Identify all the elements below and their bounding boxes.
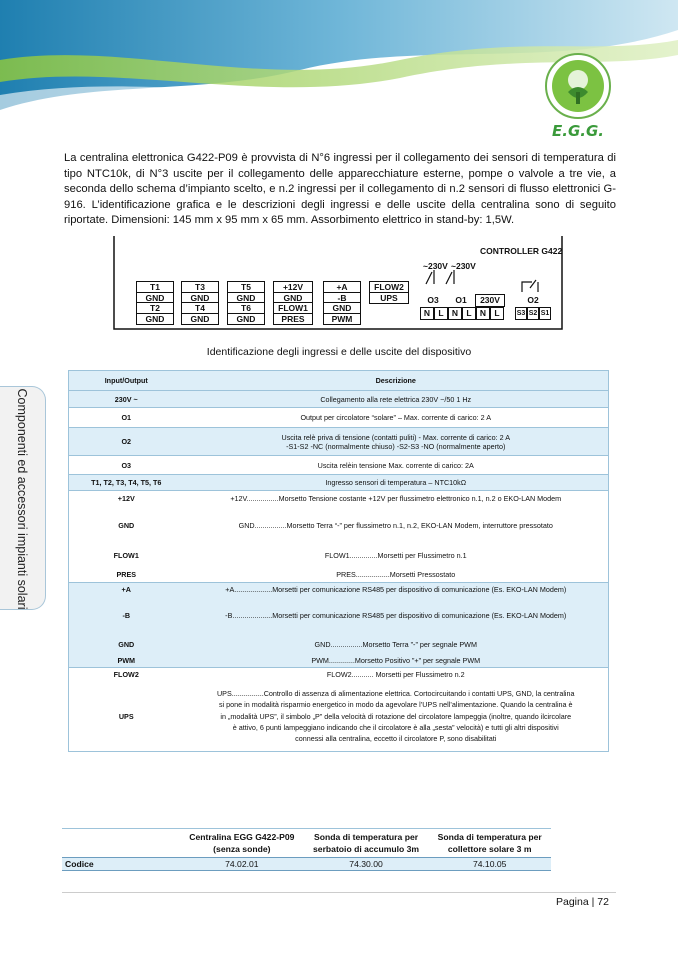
footer-divider xyxy=(62,892,616,893)
diagram-caption: Identificazione degli ingressi e delle uscite del dispositivo xyxy=(206,346,472,358)
side-section-label: Componenti ed accessori impianti solari xyxy=(15,388,29,610)
code-centralina: 74.02.01 xyxy=(180,858,304,871)
table-row: GND GND................Morsetto Terra “-” per flussimetro n.1, n.2, EKO-LAN Modem, interruttore pressotato xyxy=(69,507,609,545)
header-sonda-collettore: Sonda di temperatura per collettore solare 3 m xyxy=(428,829,551,858)
table-row: FLOW1 FLOW1..............Morsetti per Flussimetro n.1 xyxy=(69,545,609,567)
terminal-block-3: T5 GND T6 GND xyxy=(227,281,265,325)
table-row: FLOW2 FLOW2........... Morsetti per Flussimetro n.2 xyxy=(69,668,609,682)
table-row: -B -B....................Morsetti per comunicazione RS485 per dispositivo di comunicazione (Es. EKO-LAN Modem) xyxy=(69,597,609,635)
header-input-output: Input/Output xyxy=(69,371,184,391)
egg-logo-icon xyxy=(544,52,612,120)
table-row: PRES PRES.................Morsetti Pressostato xyxy=(69,567,609,583)
table-row: +A +A...................Morsetti per comunicazione RS485 per dispositivo di comunicazione (Es. EKO-LAN Modem) xyxy=(69,583,609,597)
output-o1-label: O1 xyxy=(455,295,467,305)
terminal-block-5: +A -B GND PWM xyxy=(323,281,361,325)
output-o2-label: O2 xyxy=(527,295,539,305)
table-row: T1, T2, T3, T4, T5, T6 Ingresso sensori di temperatura – NTC10kΩ xyxy=(69,475,609,491)
terminal-l-3: L xyxy=(490,307,504,320)
terminal-block-6: FLOW2 UPS xyxy=(369,281,409,304)
output-o3-label: O3 xyxy=(427,295,439,305)
voltage-label-left: ~230V xyxy=(423,261,448,271)
table-row: O2 Uscita relè priva di tensione (contatti puliti) - Max. corrente di carico: 2 A -S1-S2 -NC (normalmente chiuso) -S2-S3 -NO (normalmente aperto) xyxy=(69,428,609,456)
terminal-block-2: T3 GND T4 GND xyxy=(181,281,219,325)
table-row: +12V +12V................Morsetto Tensione costante +12V per flussimetro elettronico n.1, n.2 o EKO-LAN Modem xyxy=(69,491,609,507)
page-number: Pagina | 72 xyxy=(556,896,609,908)
terminal-block-4: +12V GND FLOW1 PRES xyxy=(273,281,313,325)
table-row: UPS UPS................Controllo di assenza di alimentazione elettrica. Cortocircuitando i contatti UPS, GND, la centralina si pone in modalità risparmio energetico in modo da agevolare l’UPS nell’alimentazione. Quando la centralina è in „modalità UPS”, il simbolo „P” della velocità di rotazione del circolatore lampeggia (inoltre, quando ilcircolare è attivo, 6 punti lampeggiano indicando che il circolatore è alla „sesta” velocità) e tutti gli altri dispositivi connessi alla centralina, eccetto il circolatore P, sono disabilitati xyxy=(69,682,609,752)
product-code-table xyxy=(62,828,551,871)
io-description-table xyxy=(68,370,609,752)
terminal-n-2: N xyxy=(448,307,462,320)
code-row-label: Codice xyxy=(62,858,180,871)
terminal-n-1: N xyxy=(420,307,434,320)
brand-name: E.G.G. xyxy=(552,122,604,140)
intro-paragraph: La centralina elettronica G422-P09 è provvista di N°6 ingressi per il collegamento dei sensori di temperatura di tipo NTC10k, di N°3 uscite per il collegamento delle apparecchiature esterne, pompe o valvole a tre vie, a seconda dello schema d’impianto scelto, e n.2 ingressi per il collegamento di n.2 sensori di flusso elettronici G-916. L’identificazione grafica e le descrizioni degli ingressi e delle uscite della centralina sono di seguito riportate. Dimensioni: 145 mm x 95 mm x 65 mm. Assorbimento elettrico in stand-by: 1,5W. xyxy=(64,152,616,227)
table-row: PWM PWM.............Morsetto Positivo ”+” per segnale PWM xyxy=(69,655,609,668)
table-row xyxy=(62,858,551,871)
code-sonda-serbatoio: 74.30.00 xyxy=(304,858,429,871)
terminal-s1: S1 xyxy=(539,307,551,320)
terminal-l-2: L xyxy=(462,307,476,320)
terminal-block-1: T1 GND T2 GND xyxy=(136,281,174,325)
table-row: 230V ~ Collegamento alla rete elettrica 230V ~/50 1 Hz xyxy=(69,391,609,408)
header-centralina: Centralina EGG G422-P09 (senza sonde) xyxy=(180,829,304,858)
header-sonda-serbatoio: Sonda di temperatura per serbatoio di accumulo 3m xyxy=(304,829,429,858)
table-row: GND GND................Morsetto Terra ”-” per segnale PWM xyxy=(69,635,609,655)
code-sonda-collettore: 74.10.05 xyxy=(428,858,551,871)
controller-title: CONTROLLER G422 xyxy=(480,246,563,256)
terminal-l-1: L xyxy=(434,307,448,320)
terminal-n-3: N xyxy=(476,307,490,320)
output-230v-label: 230V xyxy=(475,294,505,307)
side-section-tab xyxy=(0,386,46,610)
table-header-row xyxy=(69,371,609,391)
terminal-s3: S3 xyxy=(515,307,527,320)
table-row: O1 Output per circolatore “solare” – Max. corrente di carico: 2 A xyxy=(69,408,609,428)
voltage-label-right: ~230V xyxy=(451,261,476,271)
table-row: O3 Uscita relèin tensione Max. corrente di carico: 2A xyxy=(69,456,609,475)
code-table-header xyxy=(62,829,551,858)
header-description: Descrizione xyxy=(184,371,609,391)
terminal-s2: S2 xyxy=(527,307,539,320)
